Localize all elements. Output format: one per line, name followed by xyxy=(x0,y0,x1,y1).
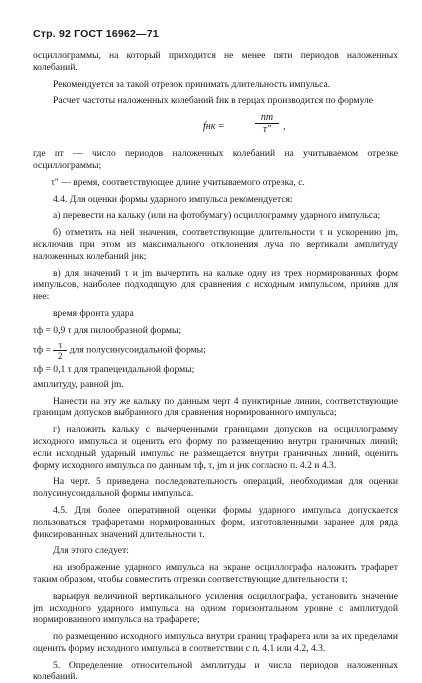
section-heading: 5. Определение относительной амплитуды и числа периодов наложенных колебаний. xyxy=(33,659,398,683)
paragraph: Для этого следует: xyxy=(53,545,129,557)
front-time-text: τ для трапецеидальной формы; xyxy=(67,363,195,375)
formula-fraction xyxy=(255,112,279,135)
front-time-label: время фронта удара xyxy=(53,307,134,319)
formula-numerator: nт xyxy=(255,112,279,124)
front-time-text: для полусинусоидальной формы; xyxy=(69,344,206,356)
front-time-symbol: τф = 0,1 xyxy=(33,363,66,375)
frequency-formula xyxy=(33,112,398,142)
section-heading: 4.4. Для оценки формы ударного импульса рекомендуется: xyxy=(53,193,293,205)
section-heading: 4.5. Для более оперативной оценки формы ударного импульса допускается пользоваться трафаретами нормированных форм, изготовленными заранее для ряда фиксированных значений длительности τ. xyxy=(33,504,398,540)
fraction-denominator: 2 xyxy=(58,350,63,361)
paragraph: Нанести на эту же кальку по данным черт 4 пунктирные линии, соответствующие границам допусков выбранного для сравнения нормированного импульса; xyxy=(33,395,398,419)
fraction-numerator: τ xyxy=(53,340,67,351)
paragraph: осциллограммы, на который приходится не менее пяти периодов наложенных колебаний. xyxy=(33,50,398,73)
front-time-symbol: τф = xyxy=(33,344,51,356)
list-item: г) наложить кальку с вычерченными границами допусков на осциллограмму исходного импульса и оценить его форму по размещению внутри граничных линий; если исходный ударный импульс не размещается внутри граничных линий, оценить форму исходного импульса по данным τф, τ, jm и jнк согласно п. 4.2 и 4.3. xyxy=(33,424,398,471)
definition: τ″ — время, соответствующее длине учитываемого отрезка, с. xyxy=(51,176,305,188)
front-time-fraction xyxy=(53,340,67,361)
paragraph: Расчет частоты наложенных колебаний fнк в герцах производится по формуле xyxy=(53,95,374,107)
definitions xyxy=(33,148,398,188)
list-item: б) отметить на ней значения, соответствующие длительности τ и ускорению jm, исключив при этом из максимального отклонения луча по вертикали амплитуду наложенных колебаний jнк; xyxy=(33,227,398,262)
list-item: в) для значений τ и jm вычертить на кальке одну из трех нормированных форм импульсов, наиболее подходящую для сравнения с исходным импульсом, приняв для нее: xyxy=(33,267,398,303)
amplitude-line: амплитуду, равной jm. xyxy=(33,378,124,390)
formula-denominator: τ″ xyxy=(263,124,271,136)
front-time-line xyxy=(33,364,398,376)
list-item: на изображение ударного импульса на экране осциллографа наложить трафарет таким образом, чтобы совместить отрезки соответствующие длительности τ; xyxy=(33,562,398,585)
list-item: по размещению исходного импульса внутри границ трафарета или за их пределами оценить форму исходного импульса в соответствии с п. 4.1 или 4.2, 4.3. xyxy=(33,631,398,654)
paragraph: На черт. 5 приведена последовательность операций, необходимая для оценки полусинусоидальной формы импульса. xyxy=(33,476,398,500)
front-time-symbol: τф = 0,9 xyxy=(33,324,66,336)
definition: где nт — число периодов наложенных колебаний на учитываемом отрезке осциллограммы; xyxy=(33,148,398,171)
list-item: а) перевести на кальку (или на фотобумагу) осциллограмму ударного импульса; xyxy=(53,210,381,222)
paragraph: Рекомендуется за такой отрезок принимать длительность импульса. xyxy=(53,78,331,90)
page-header: Стр. 92 ГОСТ 16962—71 xyxy=(33,28,159,40)
formula-end: , xyxy=(283,121,286,133)
front-time-line xyxy=(33,340,398,361)
front-time-text: τ для пилообразной формы; xyxy=(67,324,182,336)
list-item: варьируя величиной вертикального усиления осциллографа, установить значение jm исходного ударного импульса на одном горизонтальном уровне с амплитудой нормированного импульса на трафарете; xyxy=(33,590,398,626)
formula-lhs: fнк = xyxy=(203,121,225,133)
front-time-line xyxy=(33,325,398,337)
